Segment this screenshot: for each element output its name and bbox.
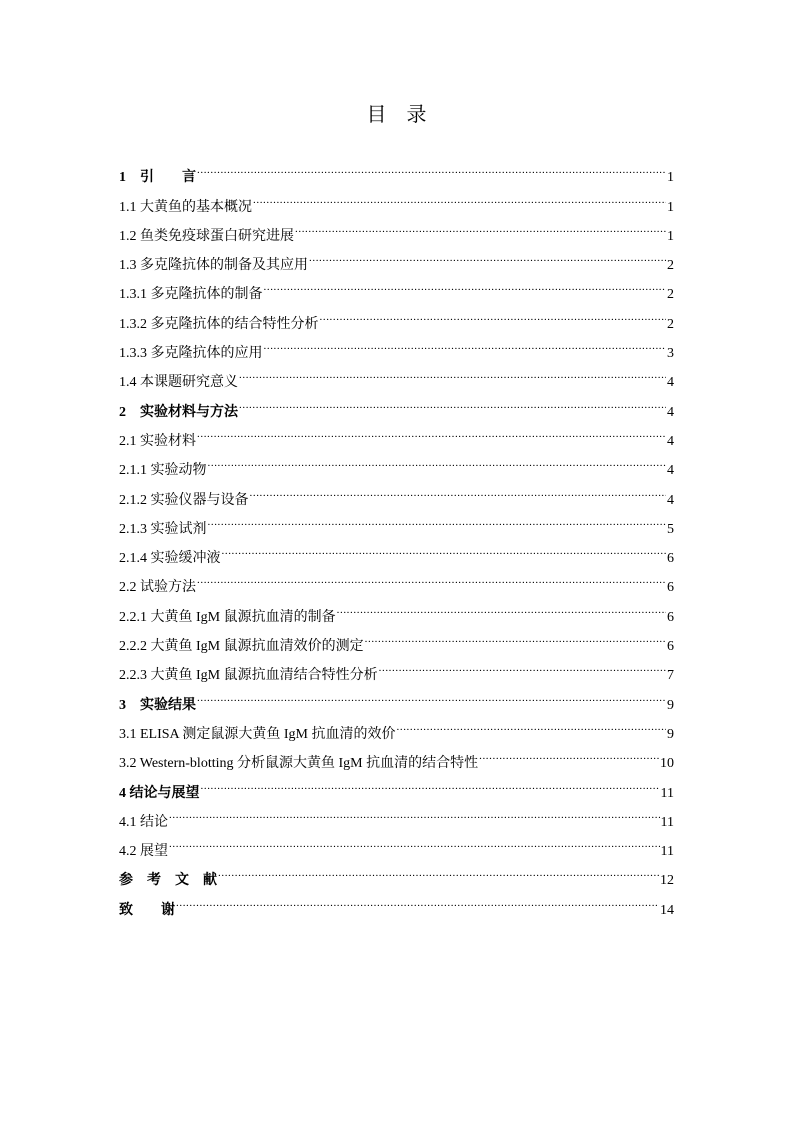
- toc-entry[interactable]: [119, 562, 674, 596]
- toc-entry-page: 4: [667, 463, 674, 479]
- toc-entry-page: 1: [667, 170, 674, 186]
- toc-entry[interactable]: [119, 709, 674, 742]
- toc-entry[interactable]: [119, 884, 674, 918]
- toc-entry-label: 1.2 鱼类免疫球蛋白研究进展: [119, 228, 294, 244]
- toc-entry-page: 6: [667, 580, 674, 596]
- toc-entry-label: 1.3.2 多克隆抗体的结合特性分析: [119, 316, 319, 332]
- toc-leader-dots: [264, 269, 667, 298]
- toc-leader-dots: [222, 533, 667, 562]
- toc-entry-page: 2: [667, 258, 674, 274]
- toc-leader-dots: [239, 386, 666, 415]
- toc-entry-label: 致 谢: [119, 902, 175, 918]
- toc-entry-page: 4: [667, 404, 674, 420]
- toc-entry-page: 2: [667, 287, 674, 303]
- toc-list: [119, 152, 674, 918]
- toc-entry[interactable]: [119, 855, 674, 889]
- toc-leader-dots: [239, 357, 666, 386]
- toc-entry[interactable]: [119, 152, 674, 186]
- toc-entry-label: 2.2.3 大黄鱼 IgM 鼠源抗血清结合特性分析: [119, 668, 378, 684]
- toc-entry-label: 1.3.1 多克隆抗体的制备: [119, 287, 263, 303]
- toc-leader-dots: [169, 797, 660, 826]
- toc-leader-dots: [479, 738, 659, 767]
- toc-leader-dots: [309, 240, 666, 269]
- toc-entry-label: 2.2.2 大黄鱼 IgM 鼠源抗血清效价的测定: [119, 639, 364, 655]
- toc-entry-label: 1.1 大黄鱼的基本概况: [119, 199, 252, 215]
- toc-leader-dots: [208, 504, 667, 533]
- toc-entry-label: 1.3.3 多克隆抗体的应用: [119, 346, 263, 362]
- toc-entry-label: 3.1 ELISA 测定鼠源大黄鱼 IgM 抗血清的效价: [119, 726, 396, 742]
- toc-entry[interactable]: [119, 826, 674, 860]
- toc-leader-dots: [208, 445, 667, 474]
- toc-entry-label: 2.1 实验材料: [119, 433, 196, 449]
- toc-entry-page: 10: [660, 756, 674, 772]
- toc-entry-page: 4: [667, 492, 674, 508]
- toc-entry-page: 6: [667, 551, 674, 567]
- toc-entry[interactable]: [119, 416, 674, 449]
- toc-entry-label: 4 结论与展望: [119, 785, 200, 801]
- toc-entry-label: 3 实验结果: [119, 697, 196, 713]
- toc-entry[interactable]: [119, 591, 674, 625]
- toc-leader-dots: [218, 855, 659, 884]
- toc-entry[interactable]: [119, 679, 674, 713]
- toc-leader-dots: [320, 298, 667, 327]
- toc-leader-dots: [197, 562, 666, 591]
- toc-entry-page: 6: [667, 609, 674, 625]
- toc-entry-page: 3: [667, 346, 674, 362]
- toc-entry-label: 2.1.4 实验缓冲液: [119, 551, 221, 567]
- toc-entry-page: 7: [667, 668, 674, 684]
- toc-leader-dots: [264, 328, 667, 357]
- toc-entry-label: 2.1.3 实验试剂: [119, 521, 207, 537]
- toc-entry-page: 11: [660, 785, 674, 801]
- toc-entry-page: 14: [660, 902, 674, 918]
- toc-entry-page: 4: [667, 375, 674, 391]
- toc-entry-label: 2.1.2 实验仪器与设备: [119, 492, 249, 508]
- toc-entry-label: 2.2.1 大黄鱼 IgM 鼠源抗血清的制备: [119, 609, 336, 625]
- toc-leader-dots: [379, 650, 666, 679]
- toc-leader-dots: [176, 884, 659, 913]
- toc-leader-dots: [397, 709, 667, 738]
- toc-leader-dots: [169, 826, 660, 855]
- toc-leader-dots: [365, 621, 666, 650]
- toc-entry-label: 2.1.1 实验动物: [119, 463, 207, 479]
- toc-leader-dots: [197, 152, 666, 181]
- toc-entry-label: 1.4 本课题研究意义: [119, 375, 238, 391]
- toc-entry-page: 1: [667, 228, 674, 244]
- toc-entry-page: 4: [667, 433, 674, 449]
- toc-entry-page: 9: [667, 726, 674, 742]
- toc-entry-label: 2.2 试验方法: [119, 580, 196, 596]
- toc-entry-page: 11: [660, 814, 674, 830]
- toc-entry-label: 3.2 Western-blotting 分析鼠源大黄鱼 IgM 抗血清的结合特性: [119, 756, 479, 772]
- toc-entry-page: 11: [660, 844, 674, 860]
- toc-leader-dots: [337, 591, 666, 620]
- toc-entry-page: 2: [667, 316, 674, 332]
- toc-entry-label: 4.2 展望: [119, 844, 168, 860]
- toc-entry-page: 5: [667, 521, 674, 537]
- toc-entry-label: 1 引 言: [119, 170, 196, 186]
- toc-entry[interactable]: [119, 445, 674, 479]
- toc-leader-dots: [197, 679, 666, 708]
- toc-entry-label: 4.1 结论: [119, 814, 168, 830]
- toc-leader-dots: [250, 474, 667, 503]
- toc-entry-page: 1: [667, 199, 674, 215]
- toc-entry-label: 1.3 多克隆抗体的制备及其应用: [119, 258, 308, 274]
- toc-entry-page: 12: [660, 873, 674, 889]
- toc-entry[interactable]: [119, 181, 674, 215]
- toc-leader-dots: [201, 767, 660, 796]
- toc-entry[interactable]: [119, 767, 674, 801]
- toc-entry-label: 2 实验材料与方法: [119, 404, 238, 420]
- toc-title: 目 录: [366, 104, 427, 126]
- toc-entry[interactable]: [119, 797, 674, 830]
- toc-leader-dots: [295, 211, 666, 240]
- toc-leader-dots: [197, 416, 666, 445]
- toc-entry-page: 6: [667, 639, 674, 655]
- toc-entry-page: 9: [667, 697, 674, 713]
- toc-leader-dots: [253, 181, 666, 210]
- toc-entry-label: 参 考 文 献: [119, 873, 217, 889]
